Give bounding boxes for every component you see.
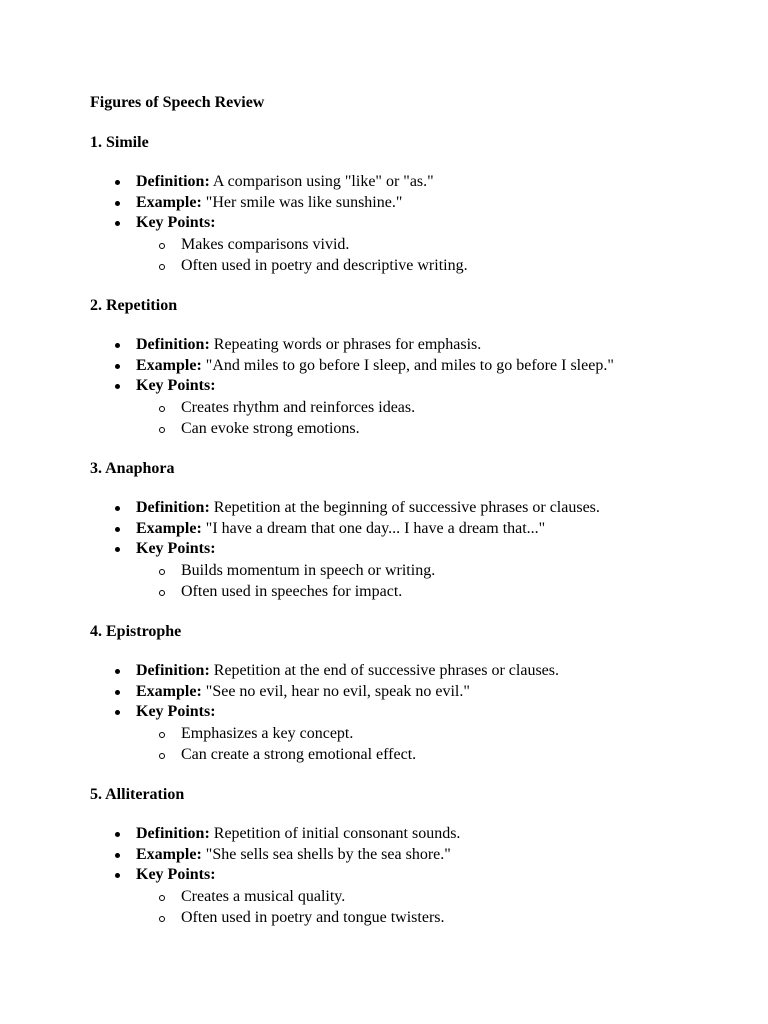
example-label: Example: [136,682,202,700]
example-label: Example: [136,845,202,863]
key-points-list [136,398,768,440]
section-list [90,498,768,603]
key-point: Creates rhythm and reinforces ideas. [136,398,768,419]
key-points-item [90,539,768,603]
definition-text: Repeating words or phrases for emphasis. [213,336,482,353]
key-points-item [90,702,768,766]
definition-label: Definition: [136,336,210,353]
example-text: "She sells sea shells by the sea shore." [205,845,451,863]
key-points-item [90,376,768,440]
key-points-item [90,213,768,277]
key-points-list [136,887,768,929]
definition-text: A comparison using "like" or "as." [212,173,434,190]
section-heading: 1. Simile [90,133,149,151]
document-title: Figures of Speech Review [90,94,265,111]
key-point: Can create a strong emotional effect. [136,745,768,766]
key-point: Emphasizes a key concept. [136,724,768,745]
section-heading: 3. Anaphora [90,459,175,477]
section-list [90,172,768,277]
key-point: Makes comparisons vivid. [136,235,768,256]
key-point: Often used in poetry and tongue twisters. [136,908,768,929]
section-heading: 4. Epistrophe [90,622,182,640]
definition-item [90,661,768,682]
example-item [90,193,768,214]
definition-item [90,172,768,193]
example-item [90,356,768,377]
key-points-label: Key Points: [136,703,216,720]
example-text: "I have a dream that one day... I have a dream that..." [205,519,546,537]
section-list [90,661,768,766]
example-text: "Her smile was like sunshine." [205,193,403,211]
section-anaphora [90,459,768,603]
definition-text: Repetition at the beginning of successive phrases or clauses. [213,499,600,516]
example-label: Example: [136,519,202,537]
key-points-label: Key Points: [136,214,216,231]
key-point: Builds momentum in speech or writing. [136,561,768,582]
key-point: Can evoke strong emotions. [136,419,768,440]
definition-text: Repetition of initial consonant sounds. [213,825,461,842]
example-label: Example: [136,356,202,374]
definition-item [90,335,768,356]
key-point: Often used in poetry and descriptive writing. [136,256,768,277]
example-item [90,682,768,703]
definition-label: Definition: [136,499,210,516]
section-epistrophe [90,622,768,766]
section-list [90,824,768,929]
definition-label: Definition: [136,662,210,679]
key-point: Creates a musical quality. [136,887,768,908]
section-heading: 5. Alliteration [90,785,185,803]
key-points-label: Key Points: [136,866,216,883]
section-simile [90,133,768,277]
key-points-list [136,561,768,603]
example-text: "And miles to go before I sleep, and miles to go before I sleep." [205,356,614,374]
example-item [90,845,768,866]
section-repetition [90,296,768,440]
definition-item [90,824,768,845]
key-points-item [90,865,768,929]
key-points-list [136,235,768,277]
example-item [90,519,768,540]
key-point: Often used in speeches for impact. [136,582,768,603]
definition-text: Repetition at the end of successive phrases or clauses. [213,662,560,679]
section-alliteration [90,785,768,929]
definition-label: Definition: [136,825,210,842]
example-text: "See no evil, hear no evil, speak no evil." [205,682,470,700]
section-heading: 2. Repetition [90,296,178,314]
definition-item [90,498,768,519]
section-list [90,335,768,440]
definition-label: Definition: [136,173,210,190]
example-label: Example: [136,193,202,211]
key-points-list [136,724,768,766]
key-points-label: Key Points: [136,377,216,394]
key-points-label: Key Points: [136,540,216,557]
